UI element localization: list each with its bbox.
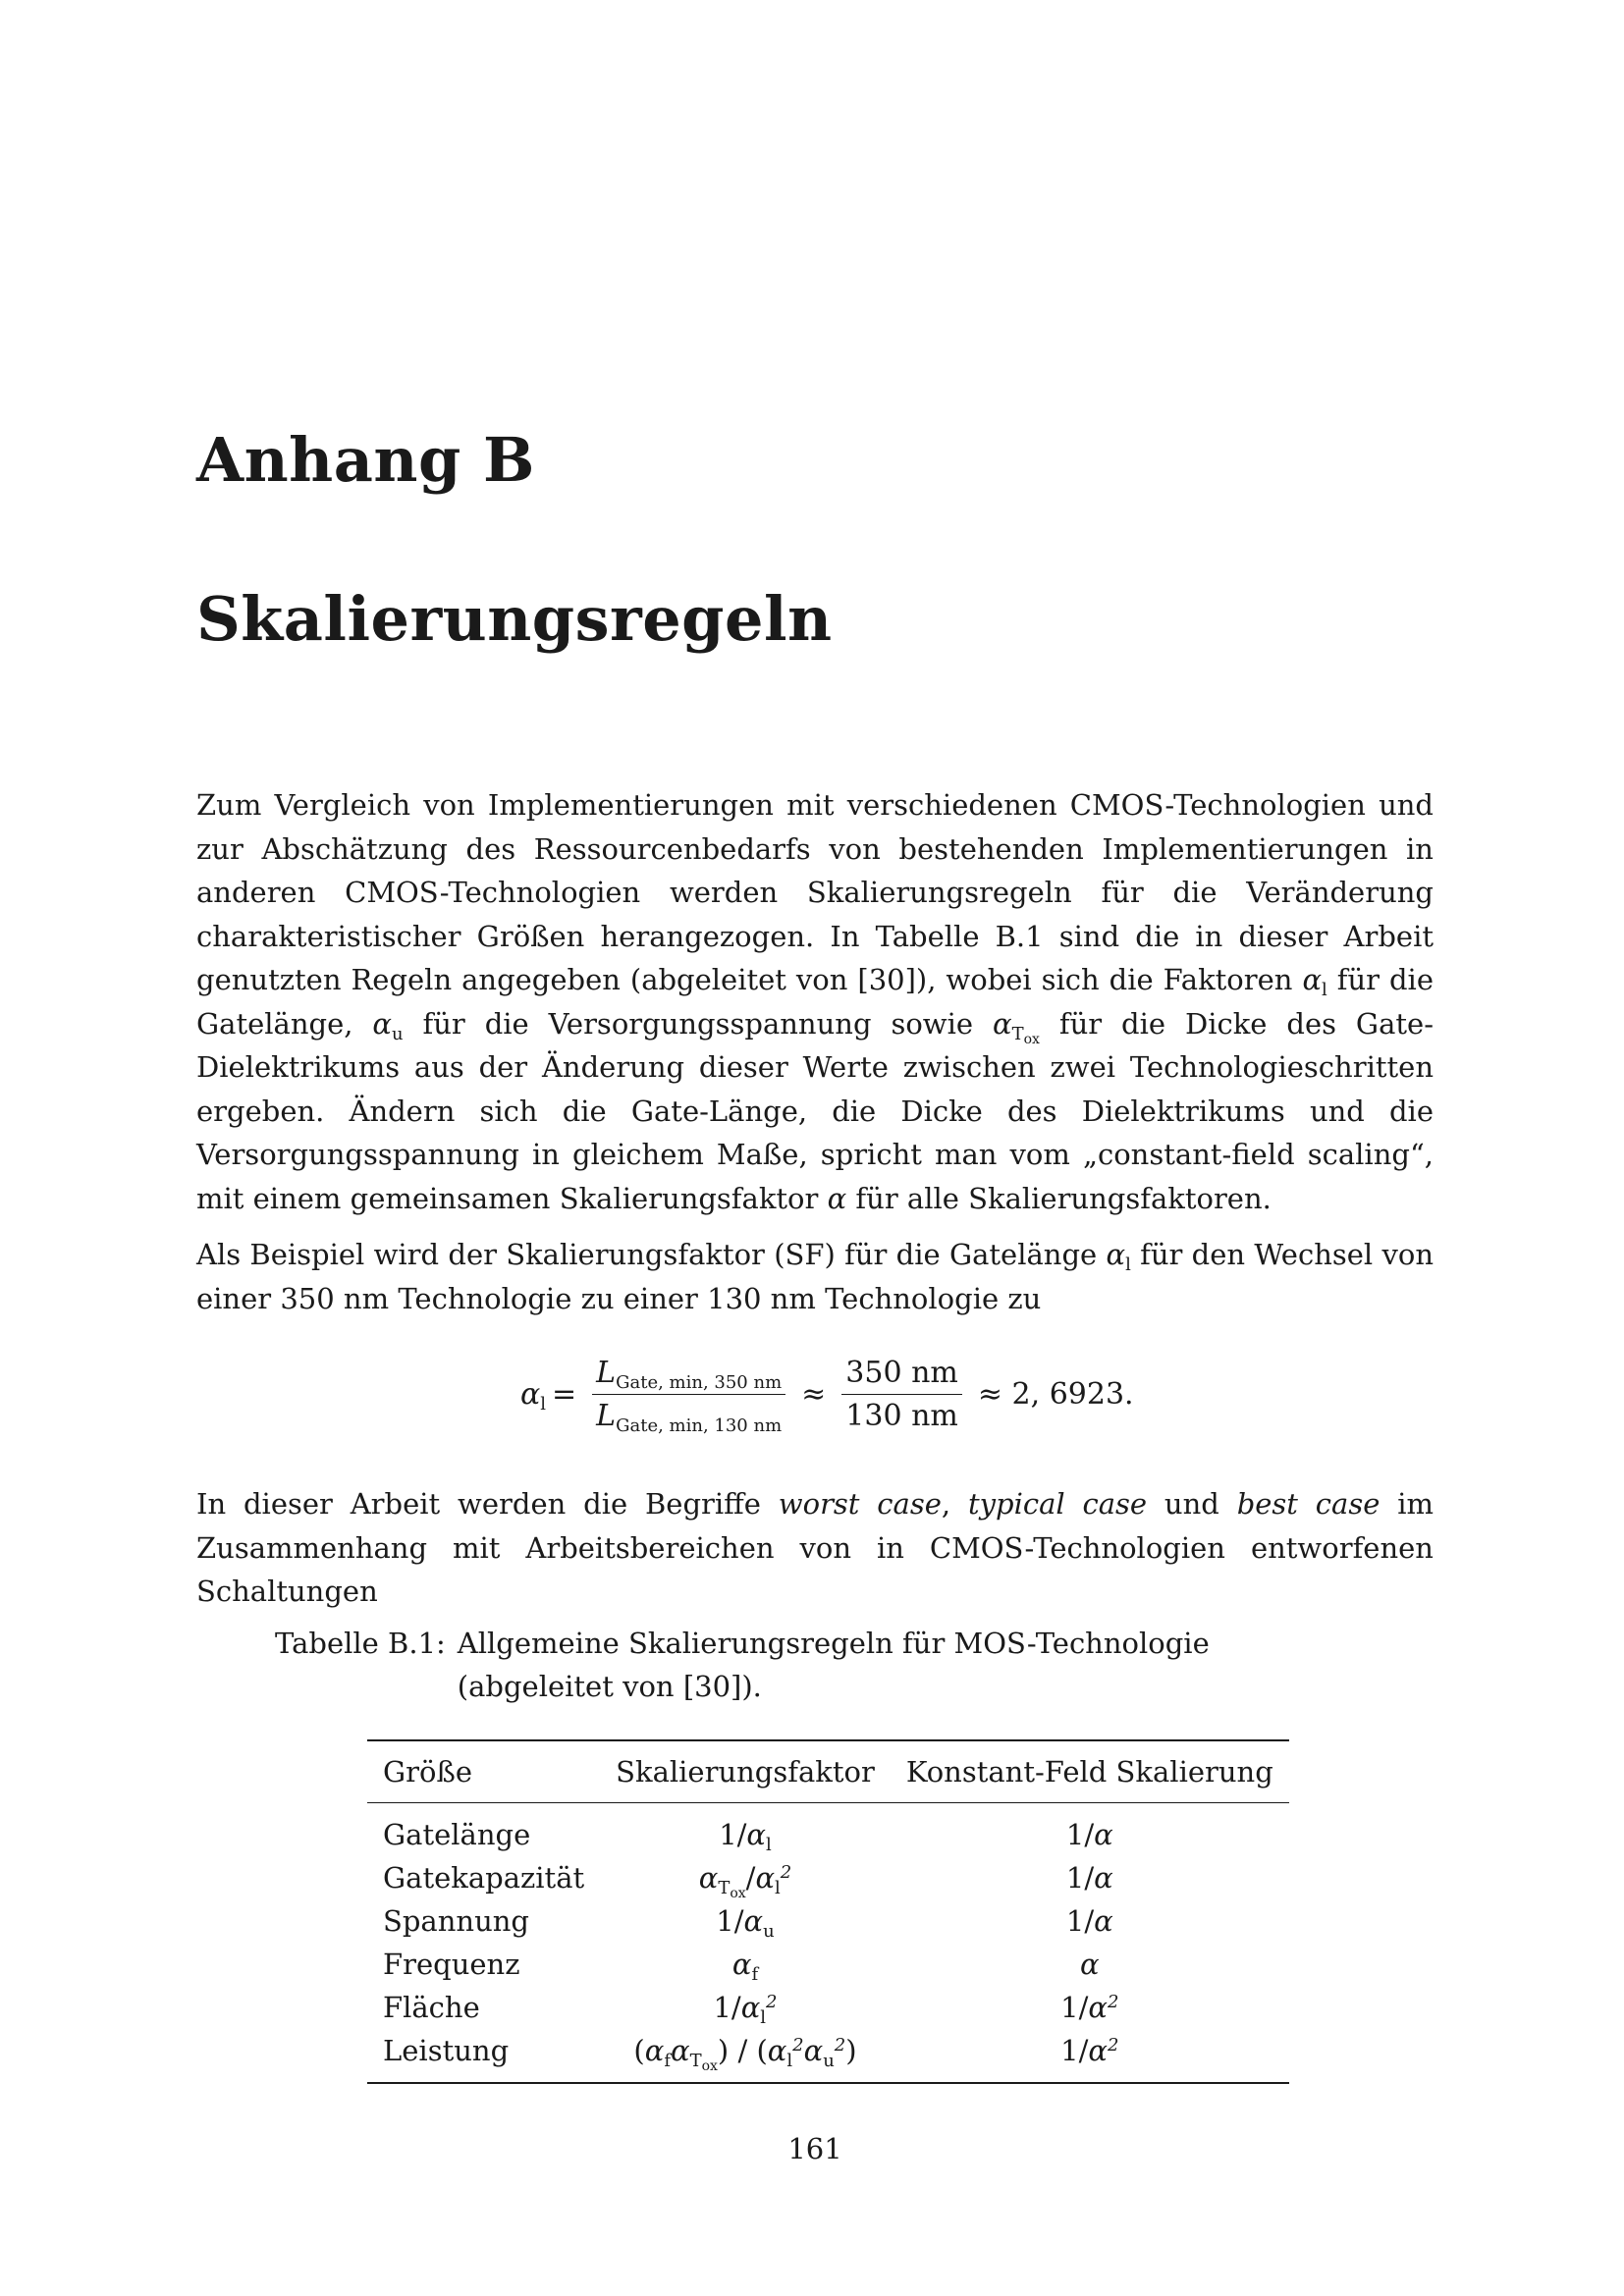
table-row: Leistung $(\alpha_f\alpha_{T_{ox}}) / (\alpha_l^2\alpha_u^2)$ $1/\alpha^2$ xyxy=(367,2029,1289,2083)
approx-sign: ≈ xyxy=(801,1376,827,1412)
table-caption xyxy=(275,1622,1365,1708)
chapter-label: Anhang B xyxy=(196,424,535,496)
paragraph-intro: Zum Vergleich von Implementierungen mit verschiedenen CMOS-Technologien und zur Abschätzung des Ressourcenbedarfs von bestehenden Implementierungen in anderen CMOS-Technologien werden Skalierungsregeln für die Veränderung charakteristischer Größen herangezogen. In Tabelle B.1 sind die in dieser Arbeit genutzten Regeln angegeben (abgeleitet von [30]), wobei sich die Faktoren $\alpha_l$ für die Gatelänge, $\alpha_u$ für die Versorgungsspannung sowie $\alpha_{T_{ox}}$ für die Dicke des Gate-Dielektrikums aus der Änderung dieser Werte zwischen zwei Technologieschritten ergeben. Ändern sich die Gate-Länge, die Dicke des Dielektrikums und die Versorgungsspannung in gleichem Maße, spricht man vom „constant-field scaling“, mit einem gemeinsamen Skalierungsfaktor α für alle Skalierungsfaktoren. xyxy=(196,788,1434,1215)
table-row: Gatekapazität $\alpha_{T_{ox}}/\alpha_l^2$ 1/α xyxy=(383,1861,1113,1901)
gate-length-fraction: $\frac{L_{Gate, min, 350 nm}}{L_{Gate, min, 130 nm}}$ xyxy=(592,1356,785,1433)
equals-sign: = xyxy=(552,1376,577,1412)
table-header-row xyxy=(367,1740,1289,1803)
table-row: Spannung $1/\alpha_u$ 1/α xyxy=(383,1904,1113,1942)
alpha-tox-symbol: $\alpha_{T_{ox}}$ xyxy=(992,1006,1040,1047)
table-row: Fläche $1/\alpha_l^2$ $1/\alpha^2$ xyxy=(383,1991,1119,2028)
alpha-l-symbol: $\alpha_l$ xyxy=(1302,963,1327,1000)
scaling-rules-table xyxy=(367,1739,1273,2084)
paragraph-cases: In dieser Arbeit werden die Begriffe worst case, typical case und best case im Zusammenhang mit Arbeitsbereichen von in CMOS-Technologien entworfenen Schaltungen xyxy=(196,1487,1435,1608)
header-constant-field: Konstant-Feld Skalierung xyxy=(905,1755,1273,1789)
chapter-title: Skalierungsregeln xyxy=(196,583,833,655)
table-caption-label: Tabelle B.1: xyxy=(275,1627,446,1660)
alpha-symbol: α xyxy=(827,1181,847,1215)
header-quantity: Größe xyxy=(383,1755,473,1789)
table-caption-text: Allgemeine Skalierungsregeln für MOS-Technologie (abgeleitet von [30]). xyxy=(457,1627,1210,1703)
page-number: 161 xyxy=(787,2132,842,2165)
equation-lhs: $\alpha_l$ xyxy=(520,1376,547,1415)
node-fraction: $\frac{350 nm}{130 nm}$ xyxy=(841,1356,962,1433)
table-row: Frequenz $\alpha_f$ α xyxy=(383,1948,1100,1985)
alpha-l-symbol: $\alpha_l$ xyxy=(1106,1238,1131,1275)
document-page xyxy=(196,0,1434,2296)
scaling-equation xyxy=(196,1345,1434,1453)
alpha-u-symbol: $\alpha_u$ xyxy=(372,1006,404,1044)
equation-result: ≈ 2, 6923. xyxy=(977,1376,1134,1412)
header-scaling-factor: Skalierungsfaktor xyxy=(616,1755,875,1789)
paragraph-example: Als Beispiel wird der Skalierungsfaktor (SF) für die Gatelänge $\alpha_l$ für den Wechsel von einer 350 nm Technologie zu einer 130 nm Technologie zu xyxy=(196,1238,1434,1315)
table-row: Gatelänge $1/\alpha_l$ 1/α xyxy=(383,1818,1113,1855)
